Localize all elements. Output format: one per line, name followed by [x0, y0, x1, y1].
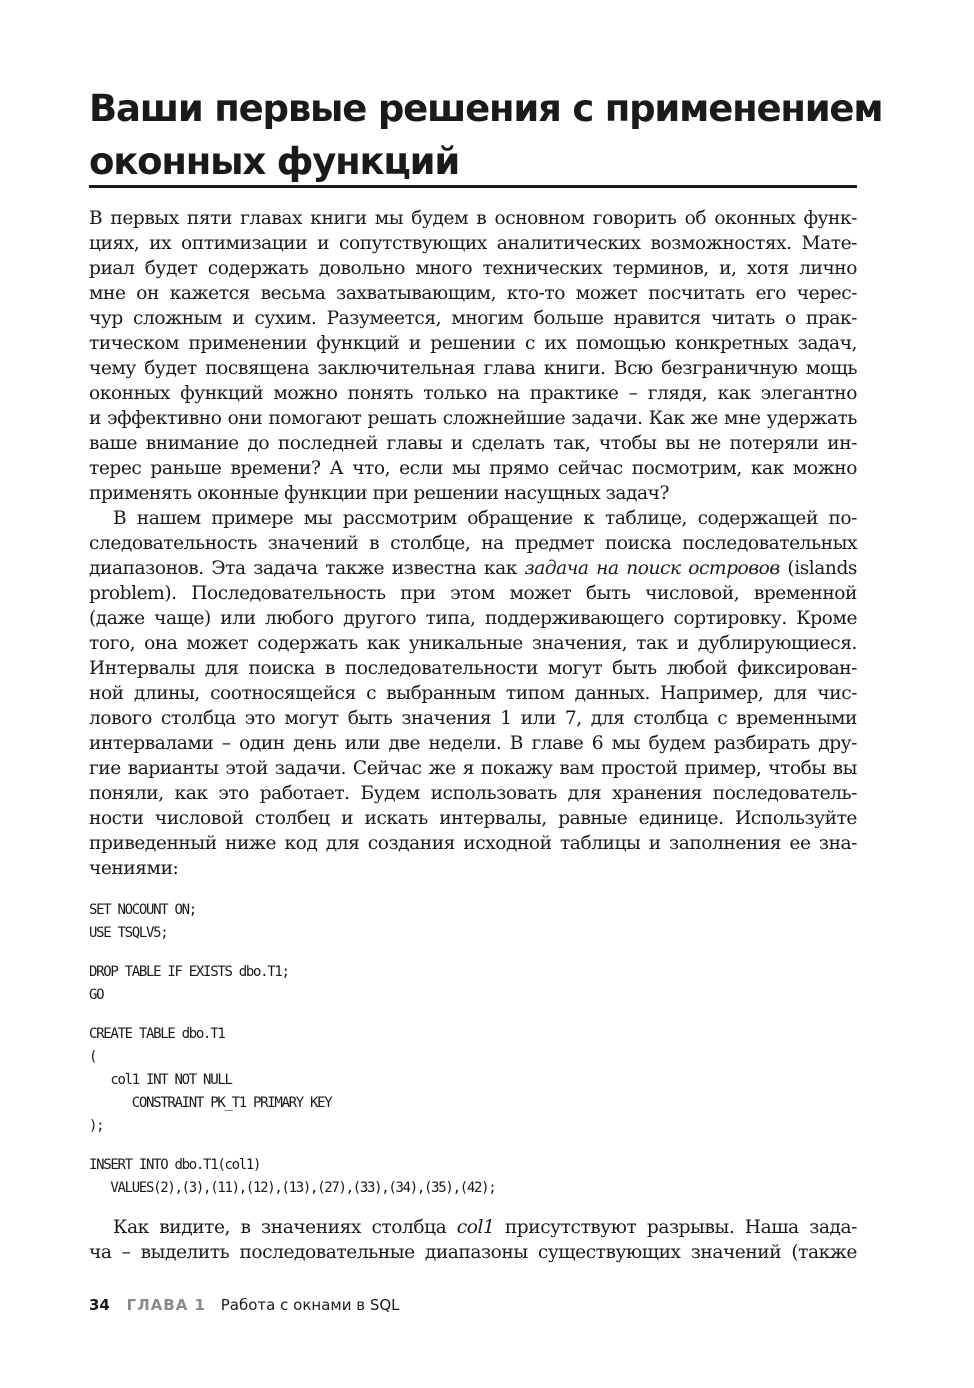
text-line: того, она может содержать как уникальные значения, так и дублирующиеся.: [89, 633, 857, 654]
text-line: ваше внимание до последней главы и сделать так, чтобы вы не потеряли ин-: [89, 433, 857, 454]
text-line: приведенный ниже код для создания исходной таблицы и заполнения ее зна-: [89, 833, 857, 854]
gaps-paragraph: [89, 1215, 857, 1265]
text-line: В нашем примере мы рассмотрим обращение к таблице, содержащей по-: [113, 508, 857, 529]
text-run: Как видите, в значениях столбца: [113, 1217, 457, 1238]
text-line: В первых пяти главах книги мы будем в основном говорить об оконных функ-: [89, 208, 857, 229]
heading-line-2: оконных функций: [89, 140, 460, 183]
code-line: col1 INT NOT NULL: [89, 1072, 232, 1088]
text-line: мне он кажется весьма захватывающим, кто-то может посчитать его черес-: [89, 283, 857, 304]
code-line: (: [89, 1049, 97, 1065]
code-blank-line: [89, 1007, 857, 1023]
code-line: INSERT INTO dbo.T1(col1): [89, 1157, 261, 1173]
code-line: USE TSQLV5;: [89, 925, 168, 941]
text-line: интервалами – один день или две недели. В главе 6 мы будем разбирать дру-: [89, 733, 857, 754]
text-line: чур сложным и сухим. Разумеется, многим больше нравится читать о прак-: [89, 308, 857, 329]
text-line: следовательность значений в столбце, на предмет поиска последовательных: [89, 533, 857, 554]
code-line: CREATE TABLE dbo.T1: [89, 1026, 225, 1042]
text-line: ча – выделить последовательные диапазоны существующих значений (также: [89, 1242, 857, 1263]
example-paragraph: [89, 506, 857, 881]
text-line: [89, 1215, 857, 1240]
heading-rule: [89, 185, 857, 188]
code-line: SET NOCOUNT ON;: [89, 902, 196, 918]
intro-paragraph: [89, 206, 857, 506]
text-line: лового столбца это могут быть значения 1 или 7, для столбца с временными: [89, 708, 857, 729]
text-line: применять оконные функции при решении насущных задач?: [89, 483, 670, 504]
text-line: ности числовой столбец и искать интервалы, равные единице. Используйте: [89, 808, 857, 829]
page-footer: [89, 1295, 400, 1315]
code-line: CONSTRAINT PK_T1 PRIMARY KEY: [89, 1095, 332, 1111]
text-line: (даже чаще) или любого другого типа, поддерживающего сортировку. Кроме: [89, 608, 857, 629]
code-line: GO: [89, 987, 104, 1003]
text-line: и эффективно они помогают решать сложнейшие задачи. Как же мне удержать: [89, 408, 857, 429]
text-run: диапазонов. Эта задача также известна как: [89, 558, 525, 579]
chapter-title: Работа с окнами в SQL: [220, 1296, 400, 1314]
code-line: DROP TABLE IF EXISTS dbo.T1;: [89, 964, 289, 980]
text-line: риал будет содержать довольно много технических терминов, и, хотя лично: [89, 258, 857, 279]
italic-term: задача на поиск островов: [524, 558, 780, 579]
code-blank-line: [89, 945, 857, 961]
text-line: терес раньше времени? А что, если мы прямо сейчас посмотрим, как можно: [89, 458, 857, 479]
sql-code-listing: [89, 899, 857, 1200]
code-line: VALUES(2),(3),(11),(12),(13),(27),(33),(34),(35),(42);: [89, 1180, 496, 1196]
italic-term: col1: [456, 1217, 495, 1238]
code-line: );: [89, 1118, 104, 1134]
text-line: problem). Последовательность при этом может быть числовой, временной: [89, 583, 857, 604]
text-line: чему будет посвящена заключительная глава книги. Всю безграничную мощь: [89, 358, 857, 379]
heading-line-1: Ваши первые решения с применением: [89, 87, 883, 130]
text-line: Интервалы для поиска в последовательности могут быть любой фиксирован-: [89, 658, 857, 679]
chapter-heading: [89, 82, 883, 188]
text-line: [89, 556, 857, 581]
page-number: 34: [89, 1296, 110, 1314]
text-line: оконных функций можно понять только на практике – глядя, как элегантно: [89, 383, 857, 404]
text-line: тическом применении функций и решении с их помощью конкретных задач,: [89, 333, 857, 354]
text-line: поняли, как это работает. Будем использовать для хранения последователь-: [89, 783, 857, 804]
text-run: присутствуют разрывы. Наша зада-: [494, 1217, 857, 1238]
text-line: циях, их оптимизации и сопутствующих аналитических возможностях. Мате-: [89, 233, 857, 254]
code-blank-line: [89, 1138, 857, 1154]
text-line: гие варианты этой задачи. Сейчас же я покажу вам простой пример, чтобы вы: [89, 758, 857, 779]
chapter-label: ГЛАВА 1: [126, 1296, 206, 1314]
text-line: чениями:: [89, 858, 179, 879]
text-line: ной длины, соотносящейся с выбранным типом данных. Например, для чис-: [89, 683, 857, 704]
text-run: (islands: [779, 558, 857, 579]
